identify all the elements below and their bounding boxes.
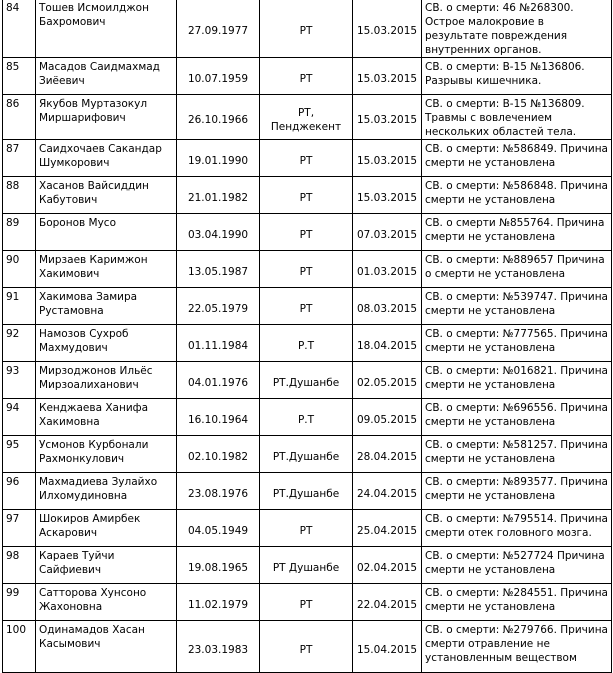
death-cause: СВ. о смерти: №279766. Причина смерти отравление не установленным веществом — [422, 621, 612, 673]
death-cause: СВ. о смерти: 46 №268300. Острое малокровие в результате повреждения внутренних органов. — [422, 0, 612, 58]
place: РТ — [260, 251, 353, 288]
table-row — [3, 436, 612, 473]
birth-date: 23.03.1983 — [177, 621, 260, 673]
person-name: Караев Туйчи Сайфиевич — [36, 547, 177, 584]
death-date: 01.03.2015 — [353, 251, 422, 288]
row-number: 92 — [3, 325, 36, 362]
death-cause: СВ. о смерти: №893577. Причина смерти не установлена — [422, 473, 612, 510]
birth-date: 11.02.1979 — [177, 584, 260, 621]
table-row — [3, 251, 612, 288]
birth-date: 21.01.1982 — [177, 177, 260, 214]
person-name: Махмадиева Зулайхо Илхомудиновна — [36, 473, 177, 510]
row-number: 94 — [3, 399, 36, 436]
table-row — [3, 325, 612, 362]
death-cause: СВ. о смерти №855764. Причина смерти не установлена — [422, 214, 612, 251]
death-cause: СВ. о смерти: №581257. Причина смерти не установлена — [422, 436, 612, 473]
row-number: 87 — [3, 140, 36, 177]
table-row — [3, 288, 612, 325]
person-name: Тошев Исмоилджон Бахромович — [36, 0, 177, 58]
row-number: 85 — [3, 58, 36, 95]
death-date: 28.04.2015 — [353, 436, 422, 473]
birth-date: 10.07.1959 — [177, 58, 260, 95]
death-cause: СВ. о смерти: №284551. Причина смерти не установлена — [422, 584, 612, 621]
place: РТ — [260, 621, 353, 673]
birth-date: 04.05.1949 — [177, 510, 260, 547]
death-date: 02.05.2015 — [353, 362, 422, 399]
place: Р.Т — [260, 399, 353, 436]
table-row — [3, 95, 612, 140]
place: РТ — [260, 140, 353, 177]
death-date: 15.03.2015 — [353, 140, 422, 177]
person-name: Одинамадов Хасан Касымович — [36, 621, 177, 673]
table-row — [3, 510, 612, 547]
row-number: 98 — [3, 547, 36, 584]
row-number: 86 — [3, 95, 36, 140]
table-row — [3, 58, 612, 95]
row-number: 96 — [3, 473, 36, 510]
person-name: Мирзаев Каримжон Хакимович — [36, 251, 177, 288]
place: РТ — [260, 214, 353, 251]
row-number: 100 — [3, 621, 36, 673]
row-number: 97 — [3, 510, 36, 547]
person-name: Саидхочаев Сакандар Шумкорович — [36, 140, 177, 177]
place: РТ.Душанбе — [260, 473, 353, 510]
birth-date: 23.08.1976 — [177, 473, 260, 510]
person-name: Кенджаева Ханифа Хакимовна — [36, 399, 177, 436]
death-cause: СВ. о смерти: №527724 Причина смерти не установлена — [422, 547, 612, 584]
place: РТ Душанбе — [260, 547, 353, 584]
row-number: 90 — [3, 251, 36, 288]
death-date: 15.03.2015 — [353, 58, 422, 95]
place: РТ.Душанбе — [260, 436, 353, 473]
place: РТ — [260, 584, 353, 621]
birth-date: 26.10.1966 — [177, 95, 260, 140]
person-name: Хакимова Замира Рустамовна — [36, 288, 177, 325]
person-name: Якубов Муртазокул Миршарифович — [36, 95, 177, 140]
birth-date: 22.05.1979 — [177, 288, 260, 325]
table-row — [3, 140, 612, 177]
row-number: 91 — [3, 288, 36, 325]
birth-date: 03.04.1990 — [177, 214, 260, 251]
death-date: 15.03.2015 — [353, 177, 422, 214]
place: РТ.Душанбе — [260, 362, 353, 399]
person-name: Масадов Саидмахмад Зиёевич — [36, 58, 177, 95]
table-row — [3, 0, 612, 58]
birth-date: 04.01.1976 — [177, 362, 260, 399]
birth-date: 19.08.1965 — [177, 547, 260, 584]
death-date: 15.03.2015 — [353, 95, 422, 140]
person-name: Боронов Мусо — [36, 214, 177, 251]
birth-date: 19.01.1990 — [177, 140, 260, 177]
death-date: 07.03.2015 — [353, 214, 422, 251]
place: РТ — [260, 288, 353, 325]
table-row — [3, 214, 612, 251]
table-row — [3, 362, 612, 399]
person-name: Шокиров Амирбек Аскарович — [36, 510, 177, 547]
place: РТ — [260, 0, 353, 58]
birth-date: 27.09.1977 — [177, 0, 260, 58]
row-number: 93 — [3, 362, 36, 399]
death-date: 22.04.2015 — [353, 584, 422, 621]
table-row — [3, 584, 612, 621]
row-number: 88 — [3, 177, 36, 214]
death-cause: СВ. о смерти: №777565. Причина смерти не установлена — [422, 325, 612, 362]
row-number: 99 — [3, 584, 36, 621]
table-body — [3, 0, 612, 673]
birth-date: 16.10.1964 — [177, 399, 260, 436]
place: РТ, Пенджекент — [260, 95, 353, 140]
place: РТ — [260, 58, 353, 95]
birth-date: 13.05.1987 — [177, 251, 260, 288]
table-row — [3, 473, 612, 510]
table-row — [3, 177, 612, 214]
death-date: 15.04.2015 — [353, 621, 422, 673]
table-row — [3, 621, 612, 673]
place: Р.Т — [260, 325, 353, 362]
place: РТ — [260, 510, 353, 547]
death-cause: СВ. о смерти: №795514. Причина смерти отек головного мозга. — [422, 510, 612, 547]
death-cause: СВ. о смерти: №586848. Причина смерти не установлена — [422, 177, 612, 214]
death-cause: СВ. о смерти: №586849. Причина смерти не установлена — [422, 140, 612, 177]
death-cause: СВ. о смерти: В-15 №136809. Травмы с вовлечением нескольких областей тела. — [422, 95, 612, 140]
death-cause: СВ. о смерти: В-15 №136806. Разрывы кишечника. — [422, 58, 612, 95]
death-cause: СВ. о смерти: №696556. Причина смерти не установлена — [422, 399, 612, 436]
row-number: 84 — [3, 0, 36, 58]
person-name: Сатторова Хунсоно Жахоновна — [36, 584, 177, 621]
row-number: 95 — [3, 436, 36, 473]
death-records-table — [2, 0, 612, 673]
death-date: 25.04.2015 — [353, 510, 422, 547]
row-number: 89 — [3, 214, 36, 251]
person-name: Хасанов Вайсиддин Кабутович — [36, 177, 177, 214]
death-cause: СВ. о смерти: №889657 Причина о смерти не установлена — [422, 251, 612, 288]
death-date: 18.04.2015 — [353, 325, 422, 362]
table-row — [3, 399, 612, 436]
death-cause: СВ. о смерти: №539747. Причина смерти не установлена — [422, 288, 612, 325]
person-name: Мирзоджонов Ильёс Мирзоалиханович — [36, 362, 177, 399]
person-name: Усмонов Курбонали Рахмонкулович — [36, 436, 177, 473]
birth-date: 02.10.1982 — [177, 436, 260, 473]
person-name: Намозов Сухроб Махмудович — [36, 325, 177, 362]
table-row — [3, 547, 612, 584]
place: РТ — [260, 177, 353, 214]
death-cause: СВ. о смерти: №016821. Причина смерти не установлена — [422, 362, 612, 399]
death-date: 09.05.2015 — [353, 399, 422, 436]
death-date: 02.04.2015 — [353, 547, 422, 584]
death-date: 08.03.2015 — [353, 288, 422, 325]
birth-date: 01.11.1984 — [177, 325, 260, 362]
death-date: 15.03.2015 — [353, 0, 422, 58]
death-date: 24.04.2015 — [353, 473, 422, 510]
